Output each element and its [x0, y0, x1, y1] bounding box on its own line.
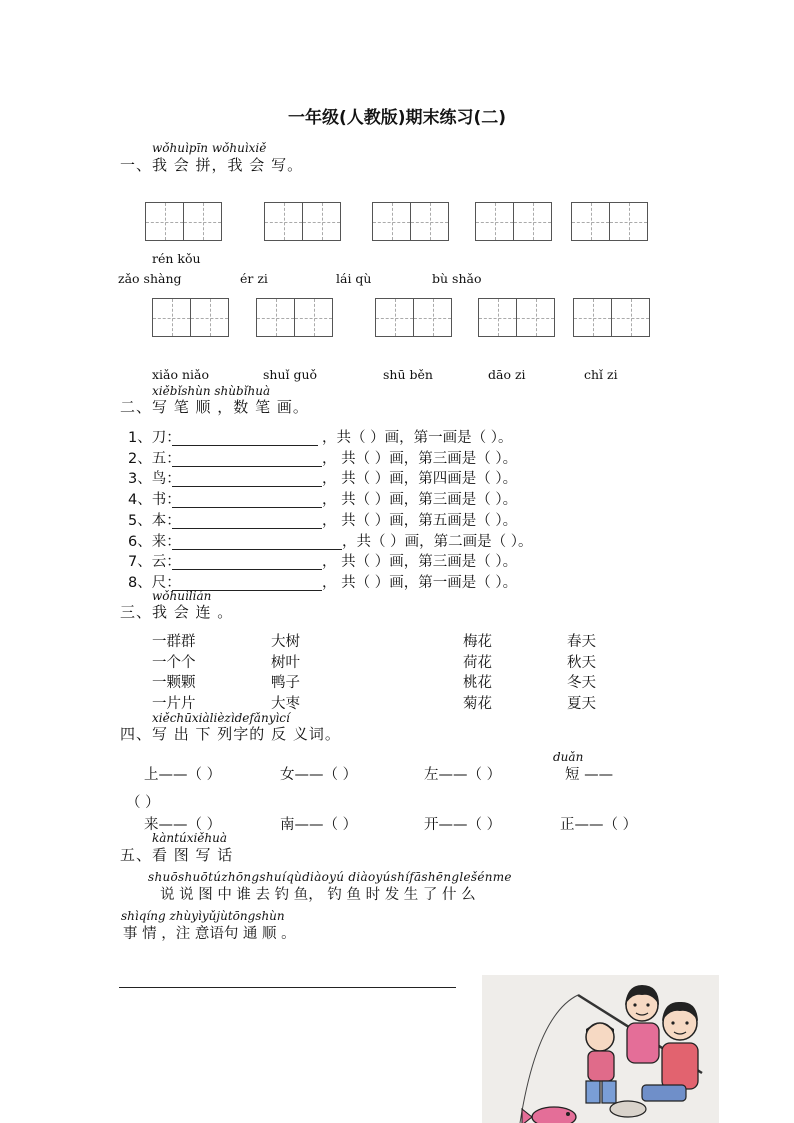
pinyin-label: chǐ zi [584, 367, 618, 382]
grid-7[interactable] [256, 298, 333, 337]
stroke-answer-line[interactable] [172, 528, 322, 529]
match-word[interactable]: 鸭子 [271, 675, 300, 691]
sec5-pinyin: kàntúxiěhuà [152, 831, 228, 845]
pinyin-label: shū běn [383, 367, 433, 382]
pinyin-label: bù shǎo [432, 271, 482, 286]
stroke-item-rest: ， 共（ ）画，第三画是（ ）。 [322, 451, 518, 467]
match-word[interactable]: 春天 [567, 634, 596, 650]
grid-9[interactable] [478, 298, 555, 337]
pinyin-label-renkou: rén kǒu [152, 251, 201, 266]
pinyin-label: xiǎo niǎo [152, 367, 210, 382]
sec2-heading: 二、写 笔 顺 ，数 笔 画。 [120, 398, 309, 416]
sec5-line1-pinyin: shuōshuōtúzhōngshuíqùdiàoyú diàoyúshífāshēnglešénme [148, 870, 512, 884]
match-word[interactable]: 冬天 [567, 675, 596, 691]
antonym-item[interactable]: 南——（ ） [280, 817, 358, 833]
pinyin-label: dāo zi [488, 367, 526, 382]
stroke-item-rest: ， 共（ ）画，第一画是（ ）。 [322, 575, 518, 591]
grid-6[interactable] [152, 298, 229, 337]
stroke-answer-line[interactable] [172, 445, 318, 446]
sec5-line2-pinyin: shìqíng zhùyìyǔjùtōngshùn [121, 909, 285, 923]
antonym-item[interactable]: 正——（ ） [560, 817, 638, 833]
stroke-item-char: 1、刀： [128, 430, 181, 446]
writing-line[interactable] [119, 987, 456, 988]
stroke-item-char: 6、来： [128, 534, 181, 550]
sec3-pinyin: wǒhuìlián [152, 589, 212, 603]
sec5-heading: 五、看 图 写 话 [120, 846, 234, 864]
stroke-item-char: 4、书： [128, 492, 181, 508]
match-word[interactable]: 夏天 [567, 696, 596, 712]
pinyin-label: zǎo shàng [118, 271, 182, 286]
antonym-item[interactable]: 开——（ ） [424, 817, 502, 833]
stroke-item-char: 2、五： [128, 451, 181, 467]
stroke-item-rest: ， 共（ ）画，第三画是（ ）。 [322, 492, 518, 508]
fishing-children-drawing [482, 975, 719, 1123]
match-word[interactable]: 大树 [271, 634, 300, 650]
stroke-item-char: 7、云： [128, 554, 181, 570]
antonym-item[interactable]: 女——（ ） [280, 767, 358, 783]
sec4-pinyin: xiěchūxiàlièzìdefǎnyìcí [152, 711, 290, 725]
grid-3[interactable] [372, 202, 449, 241]
pinyin-label: ér zi [240, 271, 268, 286]
match-word[interactable]: 荷花 [463, 655, 492, 671]
sec5-line1: 说 说 图 中 谁 去 钓 鱼， 钓 鱼 时 发 生 了 什 么 [160, 887, 476, 903]
grid-10[interactable] [573, 298, 650, 337]
antonym-wrap[interactable]: （ ） [126, 795, 160, 811]
antonym-item[interactable]: 短 —— [565, 767, 614, 783]
stroke-answer-line[interactable] [172, 466, 322, 467]
pinyin-label: lái qù [336, 271, 372, 286]
grid-2[interactable] [264, 202, 341, 241]
stroke-item-rest: ，共（ ）画，第一画是（ ）。 [322, 430, 513, 446]
stroke-item-rest: ， 共（ ）画，第四画是（ ）。 [322, 471, 518, 487]
match-word[interactable]: 树叶 [271, 655, 300, 671]
match-word[interactable]: 梅花 [463, 634, 492, 650]
fishing-illustration [482, 975, 719, 1123]
grid-1[interactable] [145, 202, 222, 241]
match-word[interactable]: 一群群 [152, 634, 196, 650]
duan-pinyin: duǎn [553, 750, 584, 764]
match-word[interactable]: 一颗颗 [152, 675, 196, 691]
sec3-heading: 三、我 会 连 。 [120, 603, 234, 621]
grid-5[interactable] [571, 202, 648, 241]
match-word[interactable]: 菊花 [463, 696, 492, 712]
stroke-item-char: 8、尺： [128, 575, 181, 591]
match-word[interactable]: 大枣 [271, 696, 300, 712]
stroke-item-rest: ， 共（ ）画，第三画是（ ）。 [322, 554, 518, 570]
antonym-item[interactable]: 上——（ ） [144, 767, 222, 783]
stroke-answer-line[interactable] [172, 486, 322, 487]
grid-8[interactable] [375, 298, 452, 337]
stroke-item-char: 5、本： [128, 513, 181, 529]
match-word[interactable]: 桃花 [463, 675, 492, 691]
sec2-pinyin: xiěbǐshùn shùbǐhuà [152, 384, 271, 398]
match-word[interactable]: 一个个 [152, 655, 196, 671]
sec4-heading: 四、写 出 下 列字的 反 义词。 [120, 725, 341, 743]
sec1-pinyin: wǒhuìpīn wǒhuìxiě [152, 141, 267, 155]
sec5-line2: 事 情 ，注 意语句 通 顺 。 [123, 926, 296, 942]
stroke-answer-line[interactable] [172, 507, 322, 508]
stroke-item-rest: ，共（ ）画，第二画是（ ）。 [342, 534, 533, 550]
stroke-answer-line[interactable] [172, 549, 342, 550]
antonym-item[interactable]: 左——（ ） [424, 767, 502, 783]
stroke-answer-line[interactable] [172, 569, 322, 570]
stroke-item-rest: ， 共（ ）画，第五画是（ ）。 [322, 513, 518, 529]
antonym-item[interactable]: 来——（ ） [144, 817, 222, 833]
pinyin-label: shuǐ guǒ [263, 367, 318, 382]
grid-4[interactable] [475, 202, 552, 241]
match-word[interactable]: 秋天 [567, 655, 596, 671]
sec1-heading: 一、我 会 拼，我 会 写。 [120, 156, 304, 174]
match-word[interactable]: 一片片 [152, 696, 196, 712]
page-title: 一年级(人教版)期末练习(二) [287, 108, 507, 128]
stroke-item-char: 3、鸟： [128, 471, 181, 487]
